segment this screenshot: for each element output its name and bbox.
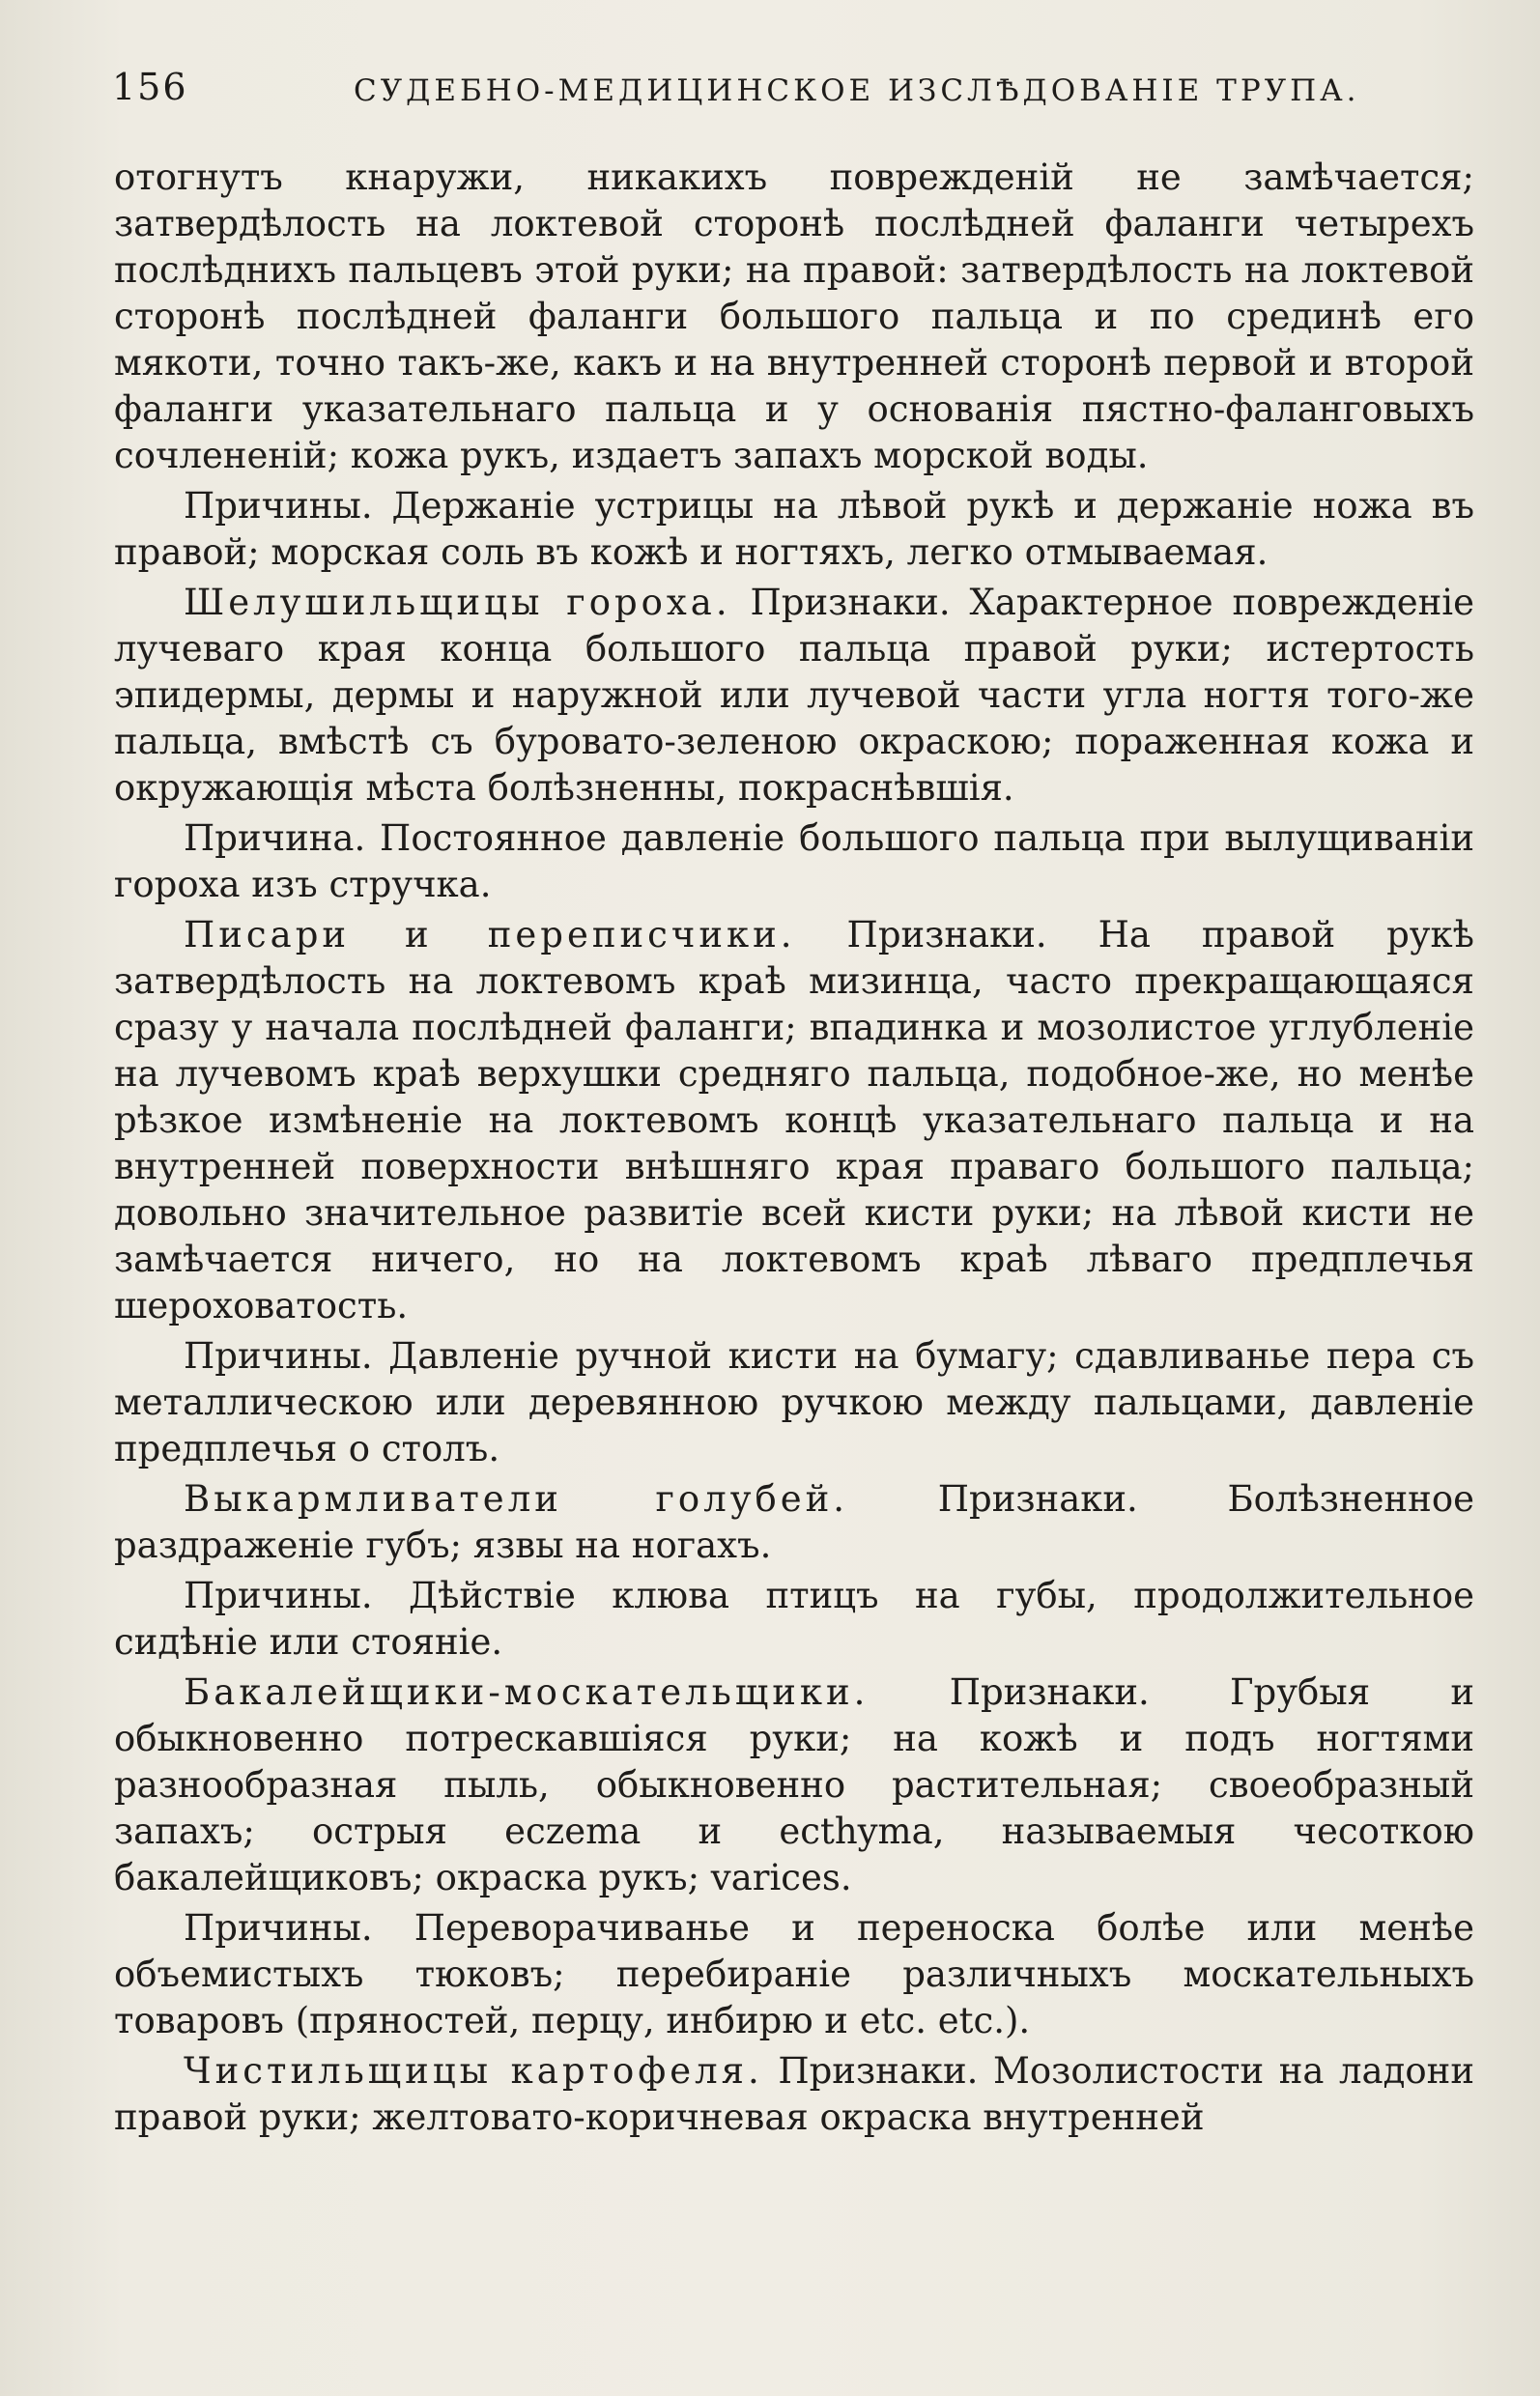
paragraph <box>114 815 1474 908</box>
paragraph-lead: Писари и переписчики. <box>184 914 796 956</box>
paragraph <box>114 1476 1474 1569</box>
paragraph-text: Признаки. Характерное поврежденіе лучеваго края конца большого пальца правой руки; истертость эпидермы, дермы и наружной или лучевой части угла ногтя того-же пальца, вмѣстѣ съ буровато-зеленою окраскою; пораженная кожа и окружающія мѣста болѣзненны, покраснѣвшія. <box>114 582 1474 809</box>
paragraph <box>114 155 1474 479</box>
paragraph-lead: Шелушильщицы гороха. <box>184 582 731 623</box>
paragraph-text: Признаки. Мозолистости на ладони правой руки; желтовато-коричневая окраска внутренней <box>114 2050 1474 2138</box>
paragraph-text: Признаки. На правой рукѣ затвердѣлость на локтевомъ краѣ мизинца, часто прекращающаяся сразу у начала послѣдней фаланги; впадинка и мозолистое углубленіе на лучевомъ краѣ верхушки средняго пальца, подобное-же, но менѣе рѣзкое измѣненіе на локтевомъ концѣ указательнаго пальца и на внутренней поверхности внѣшняго края праваго большого пальца; довольно значительное развитіе всей кисти руки; на лѣвой кисти не замѣчается ничего, но на локтевомъ краѣ лѣваго предплечья шероховатость. <box>114 914 1474 1326</box>
page-header <box>112 66 1474 124</box>
paragraph-text: Причины. Держаніе устрицы на лѣвой рукѣ и держаніе ножа въ правой; морская соль въ кожѣ и ногтяхъ, легко отмываемая. <box>114 485 1474 573</box>
page-number: 156 <box>112 66 188 108</box>
paragraph-text: Признаки. Болѣзненное раздраженіе губъ; язвы на ногахъ. <box>114 1478 1474 1566</box>
paragraph <box>114 2048 1474 2141</box>
paragraph-lead: Бакалейщики-москательщики. <box>184 1671 870 1713</box>
paragraph <box>114 1669 1474 1901</box>
paragraph <box>114 912 1474 1329</box>
running-title: СУДЕБНО-МЕДИЦИНСКОЕ ИЗСЛѢДОВАНІЕ ТРУПА. <box>354 73 1360 108</box>
paragraph <box>114 580 1474 812</box>
paragraph <box>114 1573 1474 1666</box>
paragraph-text: Причина. Постоянное давленіе большого пальца при вылущиваніи гороха изъ стручка. <box>114 817 1474 905</box>
paragraph-text: отогнутъ кнаружи, никакихъ поврежденій не замѣчается; затвердѣлость на локтевой сторонѣ послѣдней фаланги четырехъ послѣднихъ пальцевъ этой руки; на правой: затвердѣлость на локтевой сторонѣ послѣдней фаланги большого пальца и по срединѣ его мякоти, точно такъ-же, какъ и на внутренней сторонѣ первой и второй фаланги указательнаго пальца и у основанія пястно-фаланговыхъ сочлененій; кожа рукъ, издаетъ запахъ морской воды. <box>114 157 1474 476</box>
paragraph-lead: Выкармливатели голубей. <box>184 1478 849 1520</box>
paragraph <box>114 483 1474 576</box>
paragraph-text: Причины. Дѣйствіе клюва птицъ на губы, продолжительное сидѣніе или стояніе. <box>114 1575 1474 1663</box>
body-text <box>114 155 1474 2145</box>
paragraph <box>114 1905 1474 2044</box>
paragraph-lead: Чистильщицы картофеля. <box>184 2050 763 2092</box>
paragraph-text: Причины. Переворачиванье и переноска болѣе или менѣе объемистыхъ тюковъ; перебираніе различныхъ москательныхъ товаровъ (пряностей, перцу, инбирю и etc. etc.). <box>114 1907 1474 2041</box>
paragraph-text: Признаки. Грубыя и обыкновенно потрескавшіяся руки; на кожѣ и подъ ногтями разнообразная пыль, обыкновенно растительная; своеобразный запахъ; острыя eczema и ecthyma, называемыя чесоткою бакалейщиковъ; окраска рукъ; varices. <box>114 1671 1474 1898</box>
paragraph-text: Причины. Давленіе ручной кисти на бумагу; сдавливанье пера съ металлическою или деревянною ручкою между пальцами, давленіе предплечья о столъ. <box>114 1335 1474 1469</box>
paragraph <box>114 1333 1474 1472</box>
